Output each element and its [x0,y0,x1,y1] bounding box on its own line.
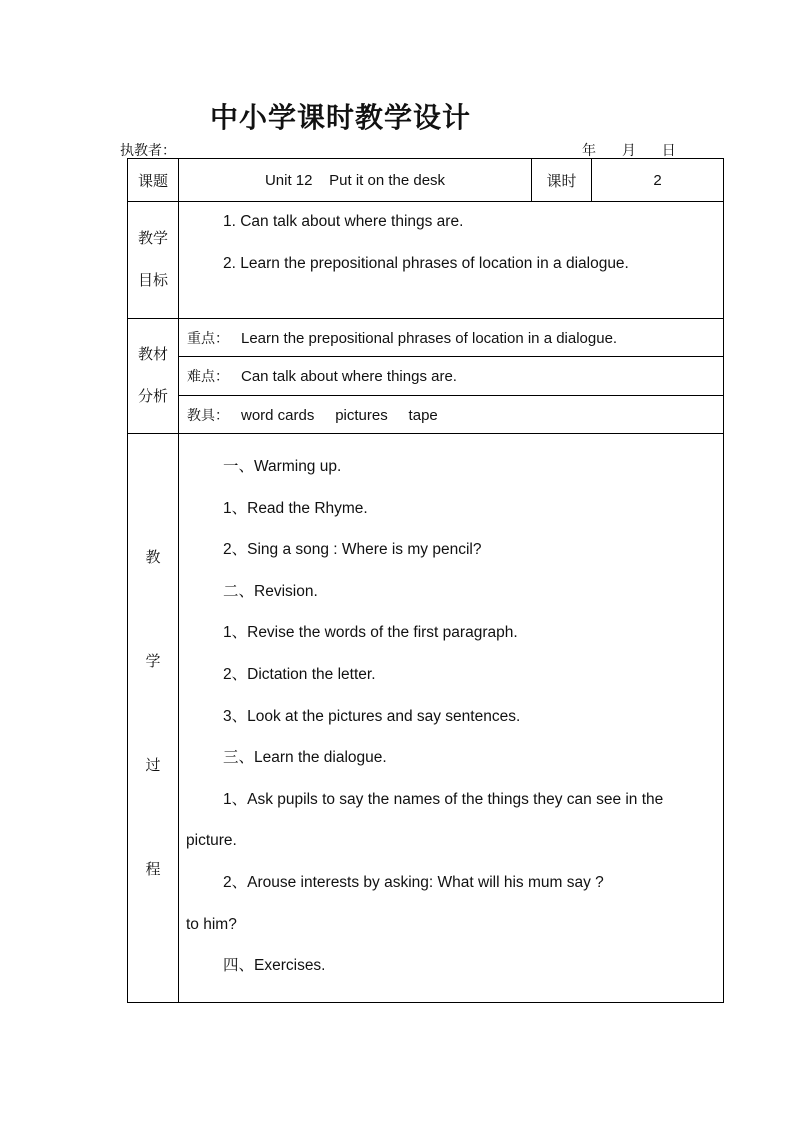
key-point [179,319,724,357]
process-row [128,434,724,1003]
objectives-list [179,202,724,319]
key-point-value: Learn the prepositional phrases of location in a dialogue. [241,329,618,347]
key-point-row [128,319,724,357]
process-line: 2、Dictation the letter. [223,665,376,683]
teaching-aids-label: 教具： [187,406,229,423]
process-line: 2、Arouse interests by asking: What will his mum say ? [223,873,604,891]
difficult-point-label: 难点： [187,368,229,384]
date-day: 日 [661,142,676,158]
process-line: 四、Exercises. [223,957,326,975]
process-line: 3、Look at the pictures and say sentences. [223,707,521,725]
process-line: 二、Revision. [223,582,318,600]
analysis-label-line2: 分析 [137,388,168,405]
process-line: 一、Warming up. [223,458,342,475]
analysis-label [128,319,179,434]
hours-value: 2 [592,159,724,202]
difficult-point-value: Can talk about where things are. [241,368,457,385]
process-line: 1、Revise the words of the first paragraph. [223,624,518,642]
process-label-char: 教 [145,549,161,566]
topic-row [128,159,724,202]
process-line: 2、Sing a song : Where is my pencil? [223,541,482,559]
teaching-aids-row [128,396,724,434]
topic-label: 课题 [128,159,179,202]
date-year: 年 [582,142,596,158]
date-month: 月 [621,142,636,158]
key-point-label: 重点： [187,329,229,346]
analysis-label-line1: 教材 [137,346,168,363]
objectives-label-line1: 教学 [137,230,168,247]
teaching-aids-value: word cards pictures tape [241,406,438,424]
date-line [582,140,676,160]
objectives-row [128,202,724,319]
process-line: 1、Ask pupils to say the names of the things they can see in the [223,790,664,808]
teacher-label: 执教者： [120,142,176,158]
process-label-char: 学 [145,653,161,670]
process-content [179,434,724,1003]
teaching-aids [179,396,724,434]
process-label-char: 程 [145,861,161,878]
objectives-label [128,202,179,319]
objective-item: 2. Learn the prepositional phrases of location in a dialogue. [223,255,629,272]
topic-value: Unit 12 Put it on the desk [179,159,532,202]
difficult-point [179,357,724,396]
process-line: picture. [186,832,237,850]
difficult-point-row [128,357,724,396]
hours-label: 课时 [532,159,592,202]
objective-item: 1. Can talk about where things are. [223,213,464,230]
process-line: 三、Learn the dialogue. [223,749,387,767]
lesson-plan-table [127,158,724,1003]
process-label [128,434,179,1003]
process-label-char: 过 [145,757,161,774]
objectives-label-line2: 目标 [137,272,168,289]
page-title: 中小学课时教学设计 [210,101,472,134]
process-line: 1、Read the Rhyme. [223,499,368,517]
process-line: to him? [186,915,237,933]
